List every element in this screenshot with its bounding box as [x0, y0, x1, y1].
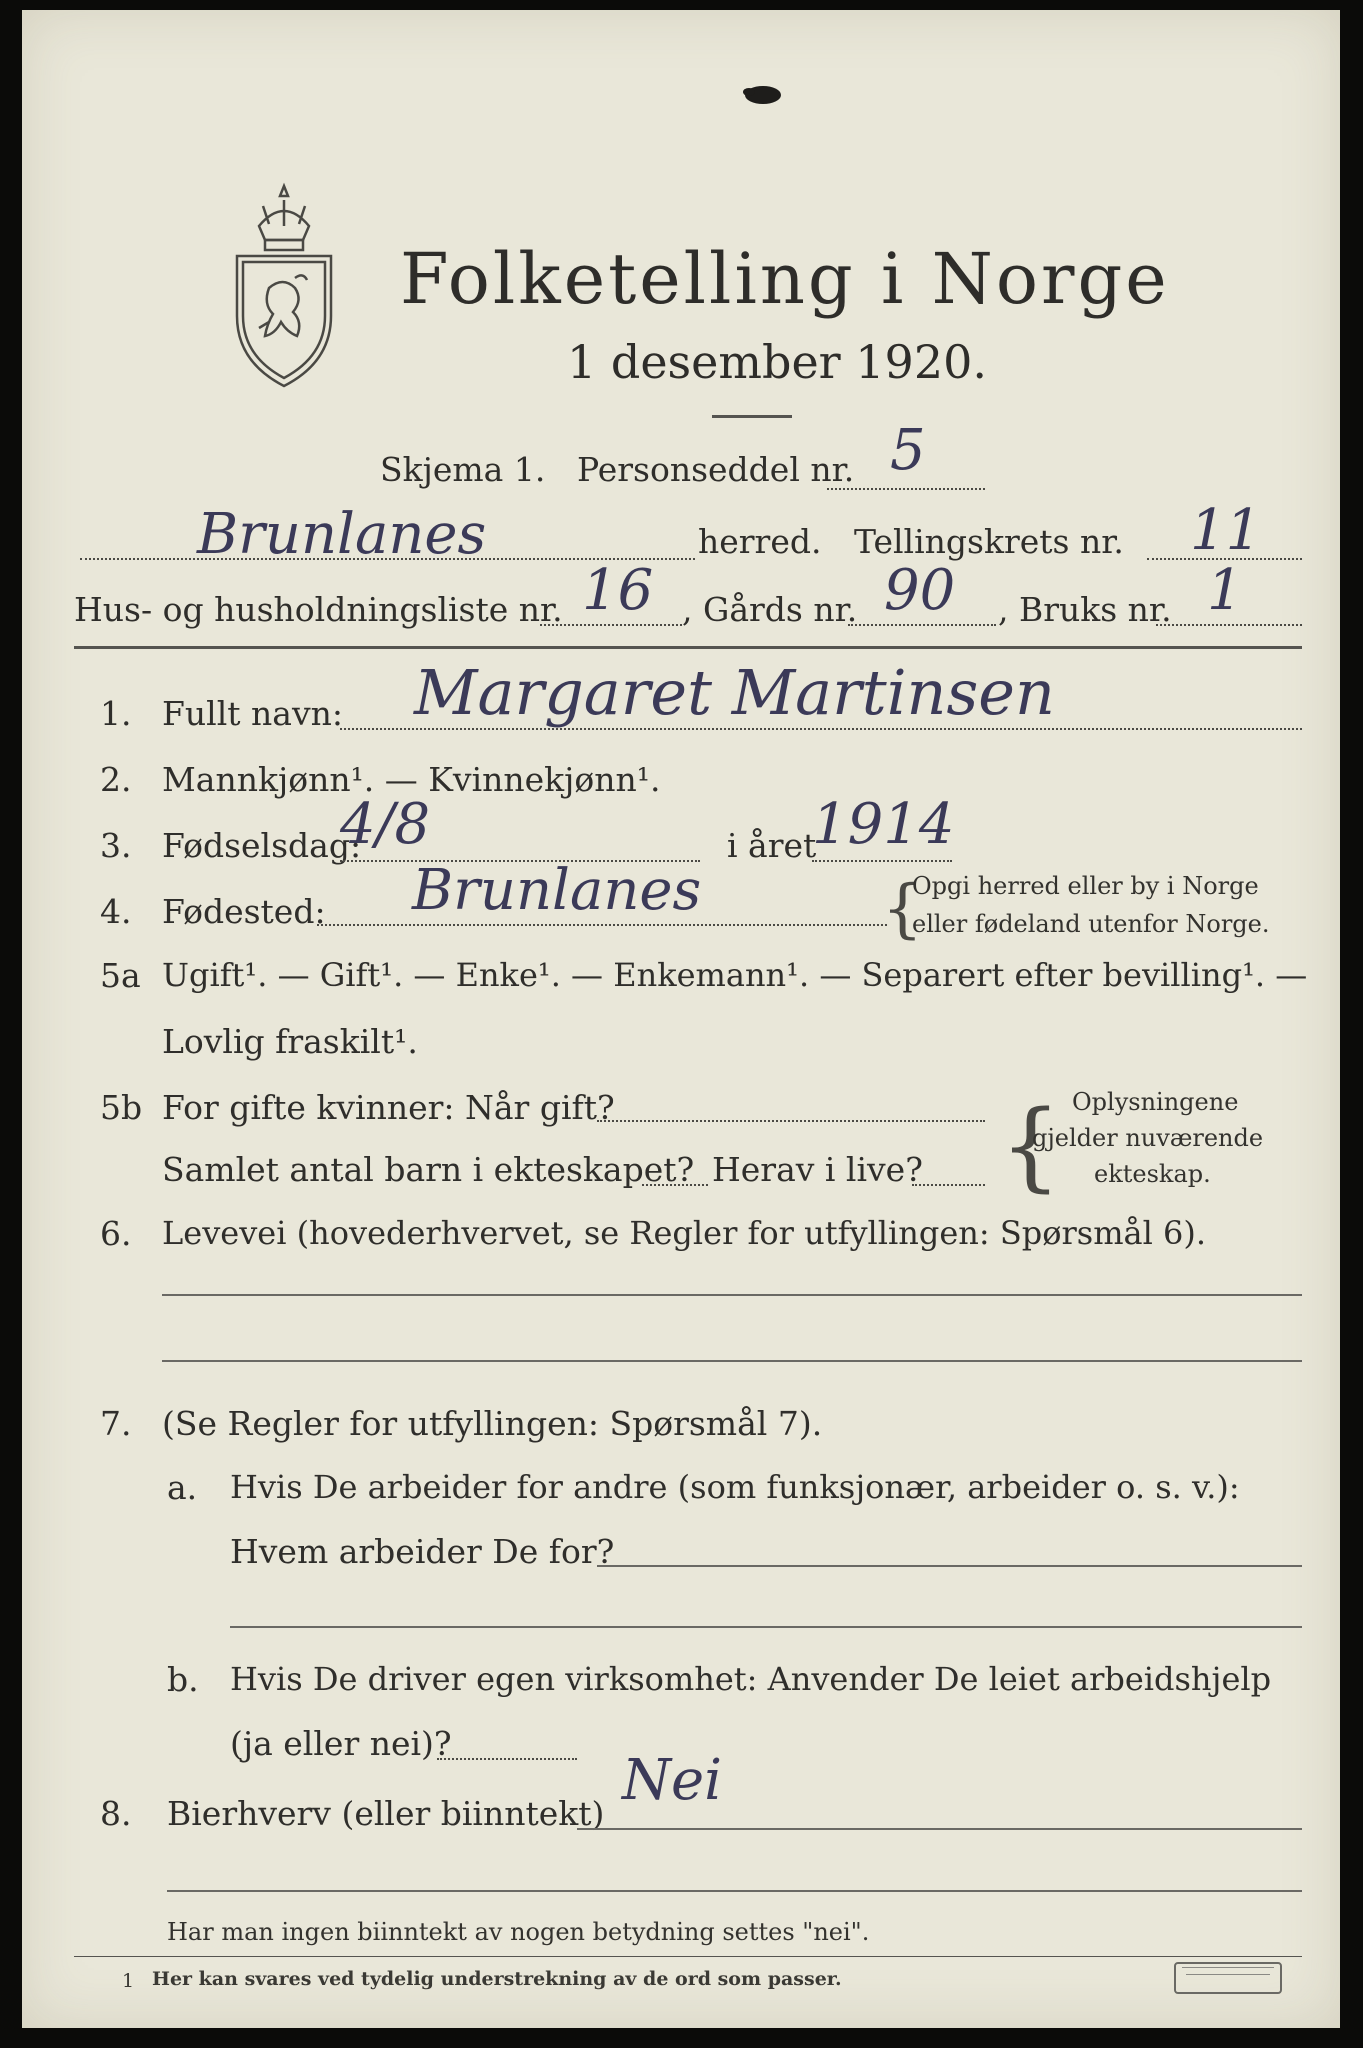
q5b-line-1: For gifte kvinner: Når gift? [162, 1088, 615, 1127]
q7-number: 7. [100, 1404, 132, 1443]
form-title: Folketelling i Norge [400, 238, 1170, 320]
tellingskrets-label: Tellingskrets nr. [854, 522, 1124, 561]
q4-note-line-1: Opgi herred eller by i Norge [912, 872, 1259, 900]
ink-blot-icon [740, 82, 786, 108]
q7a-field-line-2 [230, 1626, 1302, 1628]
q6-label: Levevei (hovederhvervet, se Regler for utfyllingen: Spørsmål 6). [162, 1214, 1207, 1252]
personseddel-field-line [827, 488, 985, 490]
footnote-text: Her kan svares ved tydelig understrekning av de ord som passer. [152, 1968, 842, 1990]
q7-label: (Se Regler for utfyllingen: Spørsmål 7). [162, 1404, 823, 1443]
q5b-line-2b: Herav i live? [712, 1150, 923, 1189]
husliste-label: Hus- og husholdningsliste nr. [74, 590, 563, 629]
q6-field-line-2 [162, 1360, 1302, 1362]
q1-value: Margaret Martinsen [414, 656, 1055, 729]
q3-year-label: i året [727, 826, 817, 865]
q4-value: Brunlanes [412, 858, 702, 923]
q8-value: Nei [622, 1748, 723, 1813]
q5b-married-field-line [597, 1120, 985, 1122]
q8-field-line-1 [577, 1828, 1302, 1830]
q5b-line-2a: Samlet antal barn i ekteskapet? [162, 1150, 695, 1189]
q8-label: Bierhverv (eller biinntekt) [167, 1794, 605, 1833]
herred-label: herred. [698, 522, 822, 561]
q4-number: 4. [100, 892, 132, 931]
q5b-note-line-1: Oplysningene [1072, 1088, 1239, 1116]
q4-note-brace: { [882, 872, 923, 946]
q5b-children-field-line [642, 1184, 708, 1186]
tellingskrets-value: 11 [1190, 498, 1262, 563]
gards-label: , Gårds nr. [682, 590, 858, 629]
q4-field-line [317, 924, 887, 926]
skjema-label: Skjema 1. [380, 450, 546, 489]
q7a-line-1: Hvis De arbeider for andre (som funksjonær, arbeider o. s. v.): [230, 1468, 1240, 1506]
q6-field-line-1 [162, 1294, 1302, 1296]
q7a-line-2: Hvem arbeider De for? [230, 1532, 615, 1571]
personseddel-value: 5 [890, 418, 926, 483]
q5b-number: 5b [100, 1088, 143, 1127]
q5a-line-2: Lovlig fraskilt¹. [162, 1022, 418, 1061]
q7b-field-line [437, 1758, 577, 1760]
gards-field-line [848, 624, 996, 626]
q5b-note-brace: { [1000, 1090, 1062, 1202]
q7a-letter: a. [167, 1468, 198, 1507]
husliste-field-line [540, 624, 682, 626]
q3-number: 3. [100, 826, 132, 865]
bruks-value: 1 [1207, 558, 1243, 623]
census-form-page [22, 10, 1340, 2028]
q2-label: Mannkjønn¹. — Kvinnekjønn¹. [162, 760, 661, 799]
herred-value: Brunlanes [197, 502, 487, 567]
q2-number: 2. [100, 760, 132, 799]
q3-value: 4/8 [340, 792, 431, 857]
printer-stamp-icon [1174, 1962, 1282, 1994]
q8-field-line-2 [167, 1890, 1302, 1892]
footer-divider [74, 1956, 1302, 1957]
q3-year-field-line [812, 860, 952, 862]
q1-number: 1. [100, 694, 132, 733]
husliste-value: 16 [582, 558, 654, 623]
title-divider [712, 415, 792, 418]
q5b-note-line-2: gjelder nuværende [1032, 1124, 1264, 1152]
coat-of-arms-icon [229, 178, 339, 390]
q4-label: Fødested: [162, 892, 326, 931]
q5a-number: 5a [100, 956, 141, 995]
q3-label: Fødselsdag: [162, 826, 362, 865]
personseddel-label: Personseddel nr. [577, 450, 855, 489]
biinntekt-note: Har man ingen biinntekt av nogen betydning settes "nei". [167, 1918, 870, 1946]
q7b-letter: b. [167, 1660, 199, 1699]
q5b-alive-field-line [912, 1184, 985, 1186]
footnote-mark: 1 [122, 1970, 135, 1992]
q7a-field-line-1 [597, 1565, 1302, 1567]
q7b-line-1: Hvis De driver egen virksomhet: Anvender De leiet arbeidshjelp [230, 1660, 1272, 1698]
q5a-line-1: Ugift¹. — Gift¹. — Enke¹. — Enkemann¹. — Separert efter bevilling¹. — [162, 956, 1308, 994]
q1-label: Fullt navn: [162, 694, 343, 733]
q7b-line-2: (ja eller nei)? [230, 1724, 452, 1763]
bruks-field-line [1156, 624, 1302, 626]
form-date: 1 desember 1920. [567, 335, 987, 389]
bruks-label: , Bruks nr. [998, 590, 1172, 629]
gards-value: 90 [884, 558, 956, 623]
q4-note-line-2: eller fødeland utenfor Norge. [912, 910, 1270, 938]
q6-number: 6. [100, 1214, 132, 1253]
q8-number: 8. [100, 1794, 132, 1833]
section-divider [74, 646, 1302, 649]
q3-year-value: 1914 [812, 792, 955, 857]
q5b-note-line-3: ekteskap. [1094, 1160, 1211, 1188]
